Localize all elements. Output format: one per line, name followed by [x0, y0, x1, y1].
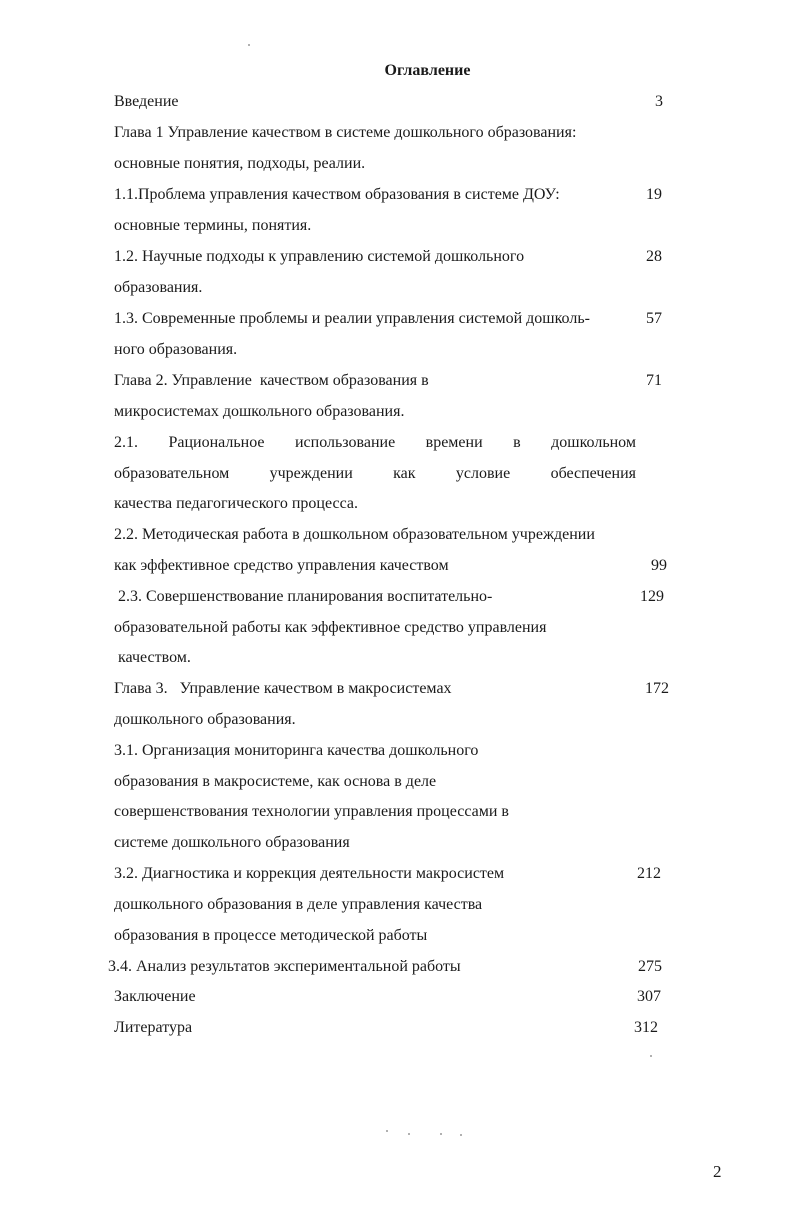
toc-entry-s13-line2: ного образования. [114, 341, 238, 358]
toc-word: как [393, 465, 416, 482]
toc-page-s23: 129 [640, 588, 664, 605]
toc-entry-s31-line1: 3.1. Организация мониторинга качества дошкольного [114, 742, 479, 759]
toc-entry-s11-line2: основные термины, понятия. [114, 217, 312, 234]
scan-speck [248, 44, 250, 46]
toc-entry-s22-line2: как эффективное средство управления качеством [114, 557, 449, 574]
scan-speck [408, 1133, 410, 1135]
toc-entry-ch1-line2: основные понятия, подходы, реалии. [114, 155, 366, 172]
toc-entry-intro: Введение [114, 93, 179, 110]
toc-word: 2.1. [114, 434, 138, 451]
toc-entry-s31-line2: образования в макросистеме, как основа в деле [114, 773, 437, 790]
toc-entry-s23-line1: 2.3. Совершенствование планирования воспитательно- [114, 588, 493, 605]
toc-page-intro: 3 [655, 93, 663, 110]
toc-entry-s32-line2: дошкольного образования в деле управления качества [114, 896, 483, 913]
toc-entry-s21-line3: качества педагогического процесса. [114, 495, 358, 512]
toc-entry-s12-line2: образования. [114, 279, 203, 296]
toc-page-literature: 312 [634, 1019, 658, 1036]
toc-entry-s32-line1: 3.2. Диагностика и коррекция деятельности макросистем [114, 865, 505, 882]
scan-speck [386, 1130, 388, 1132]
toc-page-ch3: 172 [645, 680, 669, 697]
scan-speck [650, 1055, 652, 1057]
toc-entry-s21-line1 [114, 433, 636, 453]
toc-entry-s12-line1: 1.2. Научные подходы к управлению системой дошкольного [114, 248, 525, 265]
toc-word: условие [455, 465, 511, 482]
toc-word: времени [425, 434, 483, 451]
toc-page-s34: 275 [638, 958, 662, 975]
toc-entry-ch3-line1: Глава 3. Управление качеством в макросистемах [114, 680, 452, 697]
toc-entry-ch2-line2: микросистемах дошкольного образования. [114, 403, 405, 420]
toc-entry-s23-line2: образовательной работы как эффективное средство управления [114, 619, 547, 636]
toc-page-s11: 19 [646, 186, 662, 203]
scan-speck [460, 1134, 462, 1136]
toc-entry-conclusion: Заключение [114, 988, 196, 1005]
toc-entry-s31-line4: системе дошкольного образования [114, 834, 350, 851]
toc-entry-ch1-line1: Глава 1 Управление качеством в системе дошкольного образования: [114, 124, 577, 141]
toc-word: образовательном [114, 465, 230, 482]
toc-page-conclusion: 307 [637, 988, 661, 1005]
toc-page-ch2: 71 [646, 372, 662, 389]
toc-word: обеспечения [550, 465, 636, 482]
toc-entry-s34: 3.4. Анализ результатов экспериментальной работы [108, 958, 461, 975]
toc-page-s32: 212 [637, 865, 661, 882]
toc-entry-s11-line1: 1.1.Проблема управления качеством образования в системе ДОУ: [114, 186, 560, 203]
toc-entry-s32-line3: образования в процессе методической работы [114, 927, 428, 944]
toc-entry-s22-line1: 2.2. Методическая работа в дошкольном образовательном учреждении [114, 526, 595, 543]
toc-entry-ch3-line2: дошкольного образования. [114, 711, 296, 728]
page-title: Оглавление [384, 62, 471, 79]
toc-page-s12: 28 [646, 248, 662, 265]
toc-entry-s31-line3: совершенствования технологии управления процессами в [114, 803, 509, 820]
toc-word: дошкольном [551, 434, 636, 451]
scan-speck [440, 1133, 442, 1135]
toc-entry-s21-line2 [114, 464, 636, 484]
toc-word: учреждении [269, 465, 353, 482]
toc-entry-literature: Литература [114, 1019, 193, 1036]
toc-entry-s23-line3: качеством. [114, 649, 191, 666]
toc-word: Рациональное [168, 434, 265, 451]
toc-page-s13: 57 [646, 310, 662, 327]
page-number: 2 [713, 1162, 722, 1181]
toc-entry-s13-line1: 1.3. Современные проблемы и реалии управления системой дошколь- [114, 310, 590, 327]
toc-word: в [513, 434, 521, 451]
toc-page-s22: 99 [651, 557, 667, 574]
toc-entry-ch2-line1: Глава 2. Управление качеством образования в [114, 372, 429, 389]
toc-word: использование [294, 434, 396, 451]
